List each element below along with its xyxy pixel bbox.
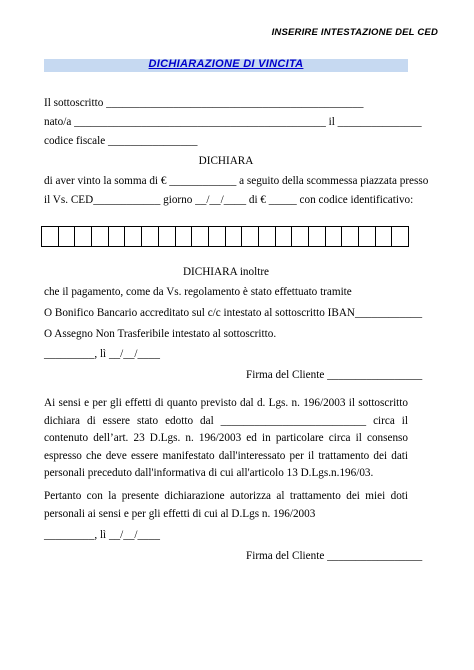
authorization-paragraph: Pertanto con la presente dichiarazione autorizza al trattamento dei miei doti personali ai sensi e per gli effetti di cui al D.Lgs n. 196/2003 bbox=[44, 490, 408, 520]
code-cell[interactable] bbox=[142, 227, 159, 246]
code-cell[interactable] bbox=[42, 227, 59, 246]
code-cell[interactable] bbox=[92, 227, 109, 246]
ced-header-placeholder: INSERIRE INTESTAZIONE DEL CED bbox=[271, 27, 438, 38]
vinto-line[interactable]: di aver vinto la somma di € ____________ a seguito della scommessa piazzata presso bbox=[44, 175, 429, 187]
code-cell[interactable] bbox=[342, 227, 359, 246]
place-date-line-2[interactable]: _________, lì __/__/____ bbox=[44, 529, 160, 541]
code-cell[interactable] bbox=[242, 227, 259, 246]
code-cell[interactable] bbox=[359, 227, 376, 246]
code-cell[interactable] bbox=[192, 227, 209, 246]
code-cell[interactable] bbox=[326, 227, 343, 246]
code-cell[interactable] bbox=[75, 227, 92, 246]
code-cell[interactable] bbox=[259, 227, 276, 246]
code-cell[interactable] bbox=[209, 227, 226, 246]
code-cell[interactable] bbox=[276, 227, 293, 246]
dichiara-inoltre-heading: DICHIARA inoltre bbox=[182, 266, 270, 278]
code-cell[interactable] bbox=[59, 227, 76, 246]
place-date-line-1[interactable]: _________, lì __/__/____ bbox=[44, 348, 160, 360]
dichiara-heading: DICHIARA bbox=[198, 155, 254, 167]
code-cell[interactable] bbox=[392, 227, 408, 246]
assegno-option[interactable]: O Assegno Non Trasferibile intestato al sottoscritto. bbox=[44, 328, 277, 340]
nato-line[interactable]: nato/a _____________________________________________ il _______________ bbox=[44, 116, 422, 128]
code-cell[interactable] bbox=[309, 227, 326, 246]
code-cell[interactable] bbox=[376, 227, 393, 246]
code-cell[interactable] bbox=[226, 227, 243, 246]
codice-fiscale-line[interactable]: codice fiscale ________________ bbox=[44, 135, 198, 147]
code-cell[interactable] bbox=[159, 227, 176, 246]
code-cell[interactable] bbox=[176, 227, 193, 246]
bonifico-option[interactable]: O Bonifico Bancario accreditato sul c/c intestato al sottoscritto IBAN____________ bbox=[44, 307, 423, 319]
client-signature-2[interactable]: Firma del Cliente _________________ bbox=[246, 550, 423, 562]
ced-line[interactable]: il Vs. CED____________ giorno __/__/____ di € _____ con codice identificativo: bbox=[44, 194, 414, 206]
code-identifier-boxes[interactable] bbox=[41, 226, 409, 247]
privacy-paragraph: Ai sensi e per gli effetti di quanto previsto dal d. Lgs. n. 196/2003 il sottoscritto dichiara di essere stato edotto dal __________________________ circa il contenuto dell’art. 23 D.Lgs. n. 196/2003 ed in particolare circa il consenso espresso che deve essere manifestato dall'interessato per il trattamento dei dati personali preceduto dall'informativa di cui all'articolo 13 D.Lgs.n.196/03. bbox=[44, 397, 408, 479]
pagamento-line: che il pagamento, come da Vs. regolamento è stato effettuato tramite bbox=[44, 286, 352, 298]
code-cell[interactable] bbox=[109, 227, 126, 246]
code-cell[interactable] bbox=[292, 227, 309, 246]
client-signature-1[interactable]: Firma del Cliente _________________ bbox=[246, 369, 423, 381]
document-title: DICHIARAZIONE DI VINCITA bbox=[148, 58, 304, 70]
sottoscritto-line[interactable]: Il sottoscritto ______________________________________________ bbox=[44, 97, 364, 109]
code-cell[interactable] bbox=[125, 227, 142, 246]
